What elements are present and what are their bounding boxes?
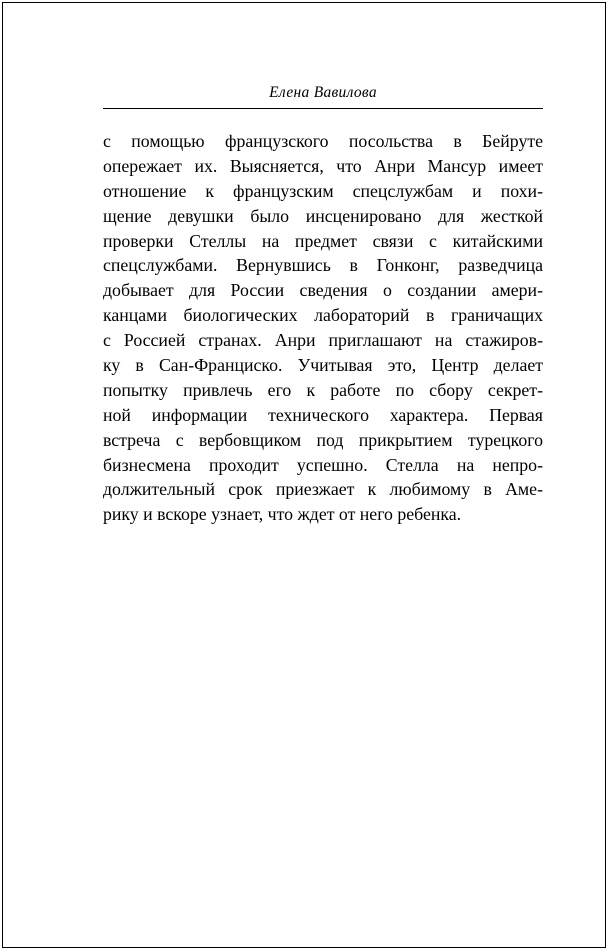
text-line: ку в Сан-Франциско. Учитывая это, Центр делает — [103, 355, 543, 376]
text-line: должительный срок приезжает к любимому в Аме- — [103, 479, 543, 500]
text-line: рику и вскоре узнает, что ждет от него ребенка. — [103, 504, 462, 525]
text-line: проверки Стеллы на предмет связи с китайскими — [103, 230, 543, 251]
text-line: опережает их. Выясняется, что Анри Мансур имеет — [103, 155, 543, 176]
running-header-author: Елена Вавилова — [269, 84, 377, 101]
text-line: спецслужбами. Вернувшись в Гонконг, разведчица — [103, 255, 543, 276]
text-line: с Россией странах. Анри приглашают на стажиров- — [103, 330, 543, 351]
text-line: попытку привлечь его к работе по сбору секрет- — [103, 379, 543, 400]
text-line: канцами биологических лабораторий в граничащих — [103, 305, 543, 326]
header-rule — [103, 108, 543, 109]
text-line: отношение к французским спецслужбам и похи- — [103, 180, 543, 201]
text-line: с помощью французского посольства в Бейруте — [103, 131, 543, 151]
text-line: ной информации технического характера. Первая — [103, 404, 543, 425]
body-text — [103, 129, 543, 527]
text-line: добывает для России сведения о создании амери- — [103, 280, 543, 301]
page — [2, 2, 606, 948]
text-line: щение девушки было инсценировано для жесткой — [103, 205, 543, 226]
text-line: бизнесмена проходит успешно. Стелла на непро- — [103, 454, 543, 475]
text-line: встреча с вербовщиком под прикрытием турецкого — [103, 429, 543, 450]
